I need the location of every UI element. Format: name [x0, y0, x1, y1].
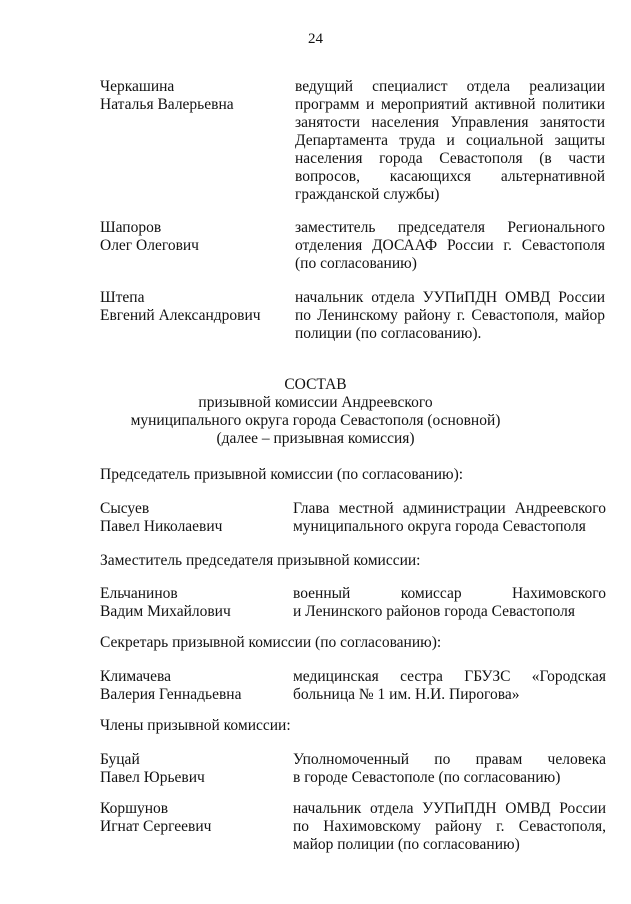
surname: Буцай: [100, 751, 140, 768]
member-position: [293, 800, 606, 854]
given-name: Олег Олегович: [100, 237, 199, 254]
member-position: [295, 289, 605, 343]
secretary-label: Секретарь призывной комиссии (по согласованию):: [100, 634, 442, 651]
position-line: населения города Севастополя (в части: [295, 150, 605, 167]
position-line: полиции (по согласованию).: [295, 325, 482, 342]
surname: Коршунов: [100, 800, 169, 817]
position-line: военный комиссар Нахимовского: [293, 585, 606, 602]
position-line: Глава местной администрации Андреевского: [293, 500, 606, 517]
members-label: Члены призывной комиссии:: [100, 717, 291, 734]
member-position: [295, 78, 605, 204]
position-line: медицинская сестра ГБУЗС «Городская: [293, 668, 606, 685]
position-line: муниципального округа города Севастополя: [293, 518, 586, 535]
member-position: [293, 751, 606, 787]
member-position: [295, 219, 605, 273]
member-position: [293, 500, 606, 536]
position-line: и Ленинского районов города Севастополя: [293, 603, 575, 620]
position-line: заместитель председателя Регионального: [295, 219, 605, 236]
position-line: занятости населения Управления занятости: [295, 114, 605, 131]
position-line: по Ленинскому району г. Севастополя, майор: [295, 307, 605, 324]
member-name: [100, 78, 280, 114]
given-name: Игнат Сергеевич: [100, 818, 212, 835]
position-line: вопросов, касающихся альтернативной: [295, 168, 605, 185]
member-name: [100, 751, 280, 787]
member-position: [293, 668, 606, 704]
position-line: отделения ДОСААФ России г. Севастополя: [295, 237, 605, 254]
section-subtitle: муниципального округа города Севастополя (основной): [130, 412, 501, 429]
position-line: в городе Севастополе (по согласованию): [293, 769, 561, 786]
position-line: Департамента труда и социальной защиты: [295, 132, 605, 149]
given-name: Валерия Геннадьевна: [100, 686, 242, 703]
position-line: по Нахимовскому району г. Севастополя,: [293, 818, 606, 835]
member-name: [100, 585, 280, 621]
position-line: больница № 1 им. Н.И. Пирогова»: [293, 686, 520, 703]
member-name: [100, 668, 280, 704]
surname: Ельчанинов: [100, 585, 178, 602]
given-name: Наталья Валерьевна: [100, 96, 234, 113]
section-title: СОСТАВ: [284, 376, 347, 393]
member-position: [293, 585, 606, 621]
surname: Штепа: [100, 289, 145, 306]
given-name: Павел Николаевич: [100, 518, 223, 535]
surname: Климачева: [100, 668, 171, 685]
surname: Сысуев: [100, 500, 150, 517]
member-name: [100, 500, 280, 536]
position-line: Уполномоченный по правам человека: [293, 751, 606, 768]
member-name: [100, 219, 280, 255]
deputy-label: Заместитель председателя призывной комиссии:: [100, 552, 421, 569]
surname: Черкашина: [100, 78, 175, 95]
position-line: начальник отдела УУПиПДН ОМВД России: [295, 289, 605, 306]
member-name: [100, 800, 280, 836]
surname: Шапоров: [100, 219, 162, 236]
position-line: начальник отдела УУПиПДН ОМВД России: [293, 800, 606, 817]
page-number: 24: [308, 31, 323, 47]
chairman-label: Председатель призывной комиссии (по согласованию):: [100, 466, 464, 483]
position-line: (по согласованию): [295, 255, 417, 272]
position-line: ведущий специалист отдела реализации: [295, 78, 605, 95]
member-name: [100, 289, 280, 325]
position-line: майор полиции (по согласованию): [293, 836, 520, 853]
given-name: Вадим Михайлович: [100, 603, 231, 620]
section-subtitle: призывной комиссии Андреевского: [198, 394, 433, 411]
given-name: Евгений Александрович: [100, 307, 261, 324]
position-line: программ и мероприятий активной политики: [295, 96, 605, 113]
position-line: гражданской службы): [295, 186, 440, 203]
section-subtitle: (далее – призывная комиссия): [216, 430, 415, 447]
given-name: Павел Юрьевич: [100, 769, 205, 786]
